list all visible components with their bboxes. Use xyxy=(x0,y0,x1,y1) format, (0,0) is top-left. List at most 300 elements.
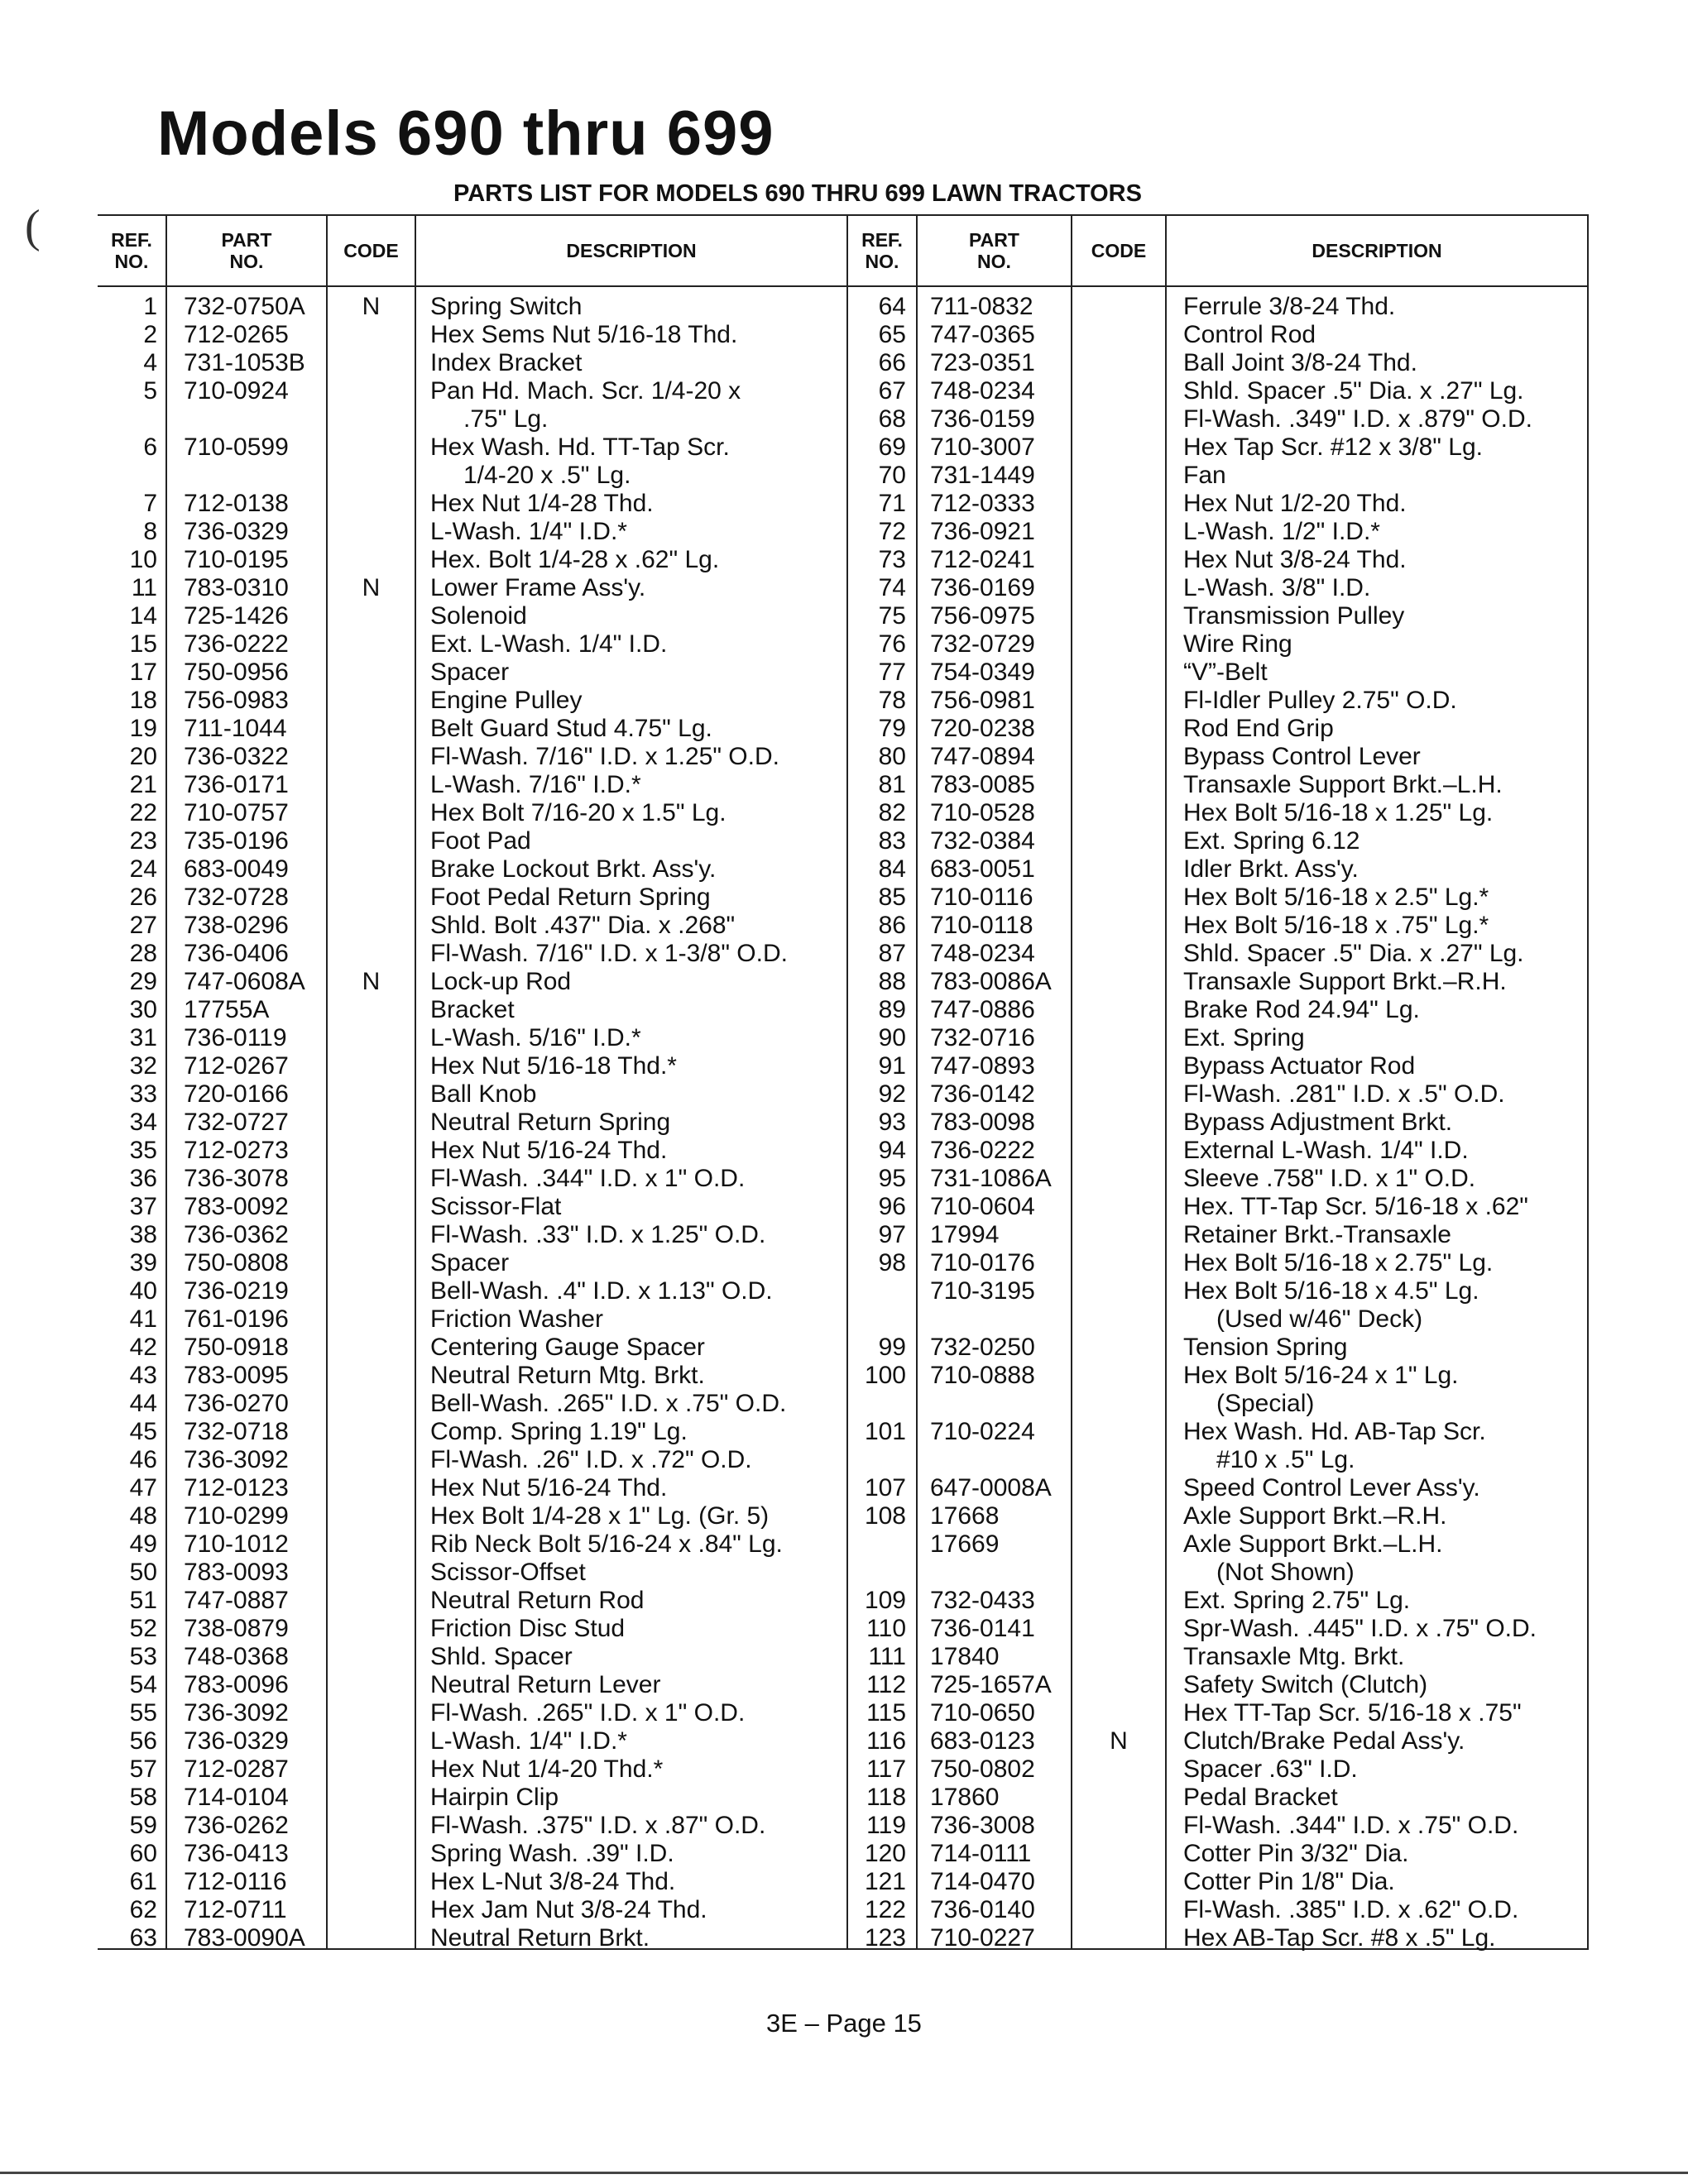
table-cell: 732-0729 xyxy=(930,630,1035,658)
table-cell: 756-0975 xyxy=(930,602,1035,630)
table-cell xyxy=(1072,1812,1165,1840)
table-cell: Bypass Actuator Rod xyxy=(1183,1052,1416,1080)
table-cell xyxy=(1072,518,1165,546)
table-cell xyxy=(1072,1446,1165,1474)
table-cell: 41 xyxy=(129,1305,157,1333)
table-cell xyxy=(328,1643,415,1671)
table-cell: 710-0888 xyxy=(930,1362,1035,1389)
table-cell: Spacer .63" I.D. xyxy=(1183,1755,1358,1783)
table-cell: 712-0287 xyxy=(184,1755,289,1783)
table-cell: Hex Nut 5/16-24 Thd. xyxy=(430,1137,668,1164)
table-cell xyxy=(98,405,157,433)
table-cell xyxy=(1072,574,1165,602)
table-cell: 77 xyxy=(878,659,906,686)
table-cell: 62 xyxy=(129,1896,157,1923)
table-cell: Solenoid xyxy=(430,602,527,630)
table-cell xyxy=(1072,630,1165,659)
table-cell: 736-0322 xyxy=(184,743,289,770)
table-cell xyxy=(1072,1643,1165,1671)
table-cell: N xyxy=(1110,1727,1128,1755)
table-cell: 50 xyxy=(129,1559,157,1586)
table-cell: 732-0750A xyxy=(184,293,305,320)
table-cell: 72 xyxy=(878,518,906,545)
table-cell: 2 xyxy=(143,321,157,348)
table-cell: 28 xyxy=(129,940,157,967)
table-cell xyxy=(328,884,415,912)
table-cell xyxy=(1072,1080,1165,1109)
table-cell: 712-0116 xyxy=(184,1868,287,1895)
table-cell: 712-0711 xyxy=(184,1896,287,1923)
table-cell: 20 xyxy=(129,743,157,770)
table-cell xyxy=(1072,1221,1165,1249)
table-cell: L-Wash. 1/4" I.D.* xyxy=(430,518,627,545)
table-cell: 736-0262 xyxy=(184,1812,289,1839)
table-cell: 750-0802 xyxy=(930,1755,1035,1783)
table-cell: Hex. TT-Tap Scr. 5/16-18 x .62" xyxy=(1183,1193,1528,1220)
table-cell xyxy=(328,771,415,799)
table-cell xyxy=(1072,1249,1165,1277)
table-cell xyxy=(930,1390,1071,1418)
table-cell: Transaxle Support Brkt.–L.H. xyxy=(1183,771,1503,798)
table-cell: 747-0894 xyxy=(930,743,1035,770)
table-cell: 121 xyxy=(864,1868,906,1895)
table-cell: 23 xyxy=(129,827,157,855)
table-cell xyxy=(1072,1840,1165,1868)
table-cell: 4 xyxy=(143,349,157,376)
table-cell xyxy=(328,546,415,574)
table-cell: 111 xyxy=(868,1643,906,1670)
table-cell: Comp. Spring 1.19" Lg. xyxy=(430,1418,688,1445)
table-cell: 736-3092 xyxy=(184,1446,289,1473)
table-cell: Sleeve .758" I.D. x 1" O.D. xyxy=(1183,1165,1476,1192)
table-cell: Control Rod xyxy=(1183,321,1316,348)
table-cell: Spring Wash. .39" I.D. xyxy=(430,1840,674,1867)
table-cell xyxy=(1072,1165,1165,1193)
table-cell: Wire Ring xyxy=(1183,630,1292,658)
table-cell xyxy=(328,1137,415,1165)
table-cell xyxy=(1072,1390,1165,1418)
table-cell: 11 xyxy=(131,574,157,601)
table-cell: Bracket xyxy=(430,996,515,1023)
table-cell: Hex Tap Scr. #12 x 3/8" Lg. xyxy=(1183,433,1483,461)
table-cell: Neutral Return Spring xyxy=(430,1109,671,1136)
table-cell: Transmission Pulley xyxy=(1183,602,1405,630)
table-cell: 783-0090A xyxy=(184,1924,305,1952)
table-cell: 736-3078 xyxy=(184,1165,289,1192)
table-cell: 65 xyxy=(878,321,906,348)
table-cell: 735-0196 xyxy=(184,827,289,855)
table-cell xyxy=(1072,715,1165,743)
table-cell xyxy=(328,405,415,433)
table-cell: Hex Nut 1/2-20 Thd. xyxy=(1183,490,1407,517)
table-cell: Bypass Control Lever xyxy=(1183,743,1421,770)
table-cell xyxy=(1072,996,1165,1024)
table-cell: Cotter Pin 1/8" Dia. xyxy=(1183,1868,1395,1895)
table-cell: 44 xyxy=(129,1390,157,1417)
table-cell: Tension Spring xyxy=(1183,1334,1348,1361)
table-cell: Spring Switch xyxy=(430,293,583,320)
table-cell xyxy=(1072,1896,1165,1924)
table-cell: Fl-Wash. .344" I.D. x .75" O.D. xyxy=(1183,1812,1519,1839)
table-cell xyxy=(1072,1277,1165,1305)
table-cell: 17860 xyxy=(930,1784,1000,1811)
table-cell: Hex Sems Nut 5/16-18 Thd. xyxy=(430,321,738,348)
table-cell: Lock-up Rod xyxy=(430,968,572,995)
table-cell: 40 xyxy=(129,1277,157,1305)
table-cell: 720-0166 xyxy=(184,1080,289,1108)
table-cell xyxy=(328,1840,415,1868)
table-cell: 747-0608A xyxy=(184,968,305,995)
table-cell: 108 xyxy=(864,1502,906,1530)
table-cell: Fl-Wash. .33" I.D. x 1.25" O.D. xyxy=(430,1221,766,1248)
table-cell: Pedal Bracket xyxy=(1183,1784,1338,1811)
table-cell: 731-1086A xyxy=(930,1165,1052,1192)
table-cell xyxy=(848,1305,906,1334)
table-cell: 710-0599 xyxy=(184,433,289,461)
table-cell: 710-0118 xyxy=(930,912,1033,939)
table-cell: 736-0921 xyxy=(930,518,1035,545)
table-cell xyxy=(1072,1559,1165,1587)
table-cell: 85 xyxy=(878,884,906,911)
table-cell xyxy=(1072,687,1165,715)
table-cell xyxy=(328,1052,415,1080)
table-cell: 712-0273 xyxy=(184,1137,289,1164)
table-cell: 64 xyxy=(878,293,906,320)
table-cell: Index Bracket xyxy=(430,349,583,376)
table-cell: 46 xyxy=(129,1446,157,1473)
table-cell: 92 xyxy=(878,1080,906,1108)
table-cell: 32 xyxy=(129,1052,157,1080)
table-cell xyxy=(328,799,415,827)
table-cell: Pan Hd. Mach. Scr. 1/4-20 x xyxy=(430,377,741,405)
table-cell: 118 xyxy=(866,1784,906,1811)
table-cell: Spacer xyxy=(430,659,510,686)
table-cell: Brake Rod 24.94" Lg. xyxy=(1183,996,1420,1023)
table-cell: 101 xyxy=(864,1418,906,1445)
table-cell: 712-0265 xyxy=(184,321,289,348)
table-cell: Hex Bolt 5/16-18 x 4.5" Lg. xyxy=(1183,1277,1479,1305)
table-cell: Brake Lockout Brkt. Ass'y. xyxy=(430,855,717,883)
table-cell xyxy=(1072,1587,1165,1615)
table-cell xyxy=(328,377,415,405)
table-cell: 712-0333 xyxy=(930,490,1035,517)
table-cell xyxy=(1072,1193,1165,1221)
table-cell: Ball Knob xyxy=(430,1080,537,1108)
bottom-rule xyxy=(0,2172,1688,2174)
table-cell: Fl-Wash. .265" I.D. x 1" O.D. xyxy=(430,1699,746,1727)
table-cell: 736-0219 xyxy=(184,1277,289,1305)
table-cell: 710-3007 xyxy=(930,433,1035,461)
table-cell: Fl-Wash. 7/16" I.D. x 1.25" O.D. xyxy=(430,743,779,770)
table-cell: 74 xyxy=(878,574,906,601)
table-cell: Hex Nut 5/16-18 Thd.* xyxy=(430,1052,677,1080)
table-cell: 732-0433 xyxy=(930,1587,1035,1614)
table-cell: Hex Nut 5/16-24 Thd. xyxy=(430,1474,668,1502)
table-cell: 710-0176 xyxy=(930,1249,1035,1276)
table-cell: N xyxy=(362,574,381,601)
table-cell: Cotter Pin 3/32" Dia. xyxy=(1183,1840,1409,1867)
table-cell: 712-0241 xyxy=(930,546,1035,573)
table-cell: Centering Gauge Spacer xyxy=(430,1334,705,1361)
table-cell xyxy=(1072,490,1165,518)
table-cell: 60 xyxy=(129,1840,157,1867)
table-cell xyxy=(328,1418,415,1446)
table-cell xyxy=(1072,1052,1165,1080)
table-cell xyxy=(1072,827,1165,855)
column-rule xyxy=(165,216,167,1948)
table-cell: 110 xyxy=(866,1615,906,1642)
table-cell xyxy=(328,1502,415,1530)
description-column-left xyxy=(430,293,844,1952)
table-cell: 17755A xyxy=(184,996,270,1023)
table-cell: 75 xyxy=(878,602,906,630)
table-cell: Lower Frame Ass'y. xyxy=(430,574,646,601)
table-cell: 710-0757 xyxy=(184,799,289,826)
table-cell: 750-0918 xyxy=(184,1334,289,1361)
table-cell: Fan xyxy=(1183,462,1226,489)
table-cell: 29 xyxy=(129,968,157,995)
table-cell: 70 xyxy=(878,462,906,489)
table-cell: 731-1053B xyxy=(184,349,305,376)
table-cell: 738-0879 xyxy=(184,1615,289,1642)
table-cell: 747-0886 xyxy=(930,996,1035,1023)
table-cell: Hex. Bolt 1/4-28 x .62" Lg. xyxy=(430,546,720,573)
table-cell: 66 xyxy=(878,349,906,376)
table-cell: 736-0171 xyxy=(184,771,289,798)
table-cell: 712-0138 xyxy=(184,490,289,517)
table-cell: Hairpin Clip xyxy=(430,1784,559,1811)
table-cell: 69 xyxy=(878,433,906,461)
table-cell: L-Wash. 7/16" I.D.* xyxy=(430,771,641,798)
table-cell: Shld. Spacer .5" Dia. x .27" Lg. xyxy=(1183,940,1524,967)
table-cell: 35 xyxy=(129,1137,157,1164)
table-cell: 714-0111 xyxy=(930,1840,1032,1867)
table-cell: Fl-Wash. .349" I.D. x .879" O.D. xyxy=(1183,405,1532,433)
table-cell: 6 xyxy=(143,433,157,461)
table-cell xyxy=(1072,433,1165,462)
table-cell: 55 xyxy=(129,1699,157,1727)
table-cell xyxy=(328,1784,415,1812)
table-cell xyxy=(1072,349,1165,377)
table-cell: 109 xyxy=(864,1587,906,1614)
table-cell: (Not Shown) xyxy=(1216,1559,1355,1586)
table-cell: 736-0142 xyxy=(930,1080,1035,1108)
table-cell xyxy=(848,1559,906,1587)
table-cell: 61 xyxy=(129,1868,157,1895)
table-cell: 8 xyxy=(143,518,157,545)
table-cell: Rib Neck Bolt 5/16-24 x .84" Lg. xyxy=(430,1530,783,1558)
ref-no-column-left xyxy=(98,293,157,1952)
table-cell: 736-0329 xyxy=(184,518,289,545)
table-cell: 107 xyxy=(864,1474,906,1502)
table-cell: 732-0384 xyxy=(930,827,1035,855)
table-cell: 17840 xyxy=(930,1643,1000,1670)
table-cell: 683-0049 xyxy=(184,855,289,883)
table-cell: 783-0098 xyxy=(930,1109,1035,1136)
table-cell: 683-0051 xyxy=(930,855,1035,883)
table-cell xyxy=(328,433,415,462)
table-cell: 82 xyxy=(878,799,906,826)
table-cell: 73 xyxy=(878,546,906,573)
table-cell xyxy=(328,1305,415,1334)
table-cell: 22 xyxy=(129,799,157,826)
table-cell xyxy=(328,1699,415,1727)
table-cell xyxy=(328,912,415,940)
table-cell: 119 xyxy=(866,1812,906,1839)
header-description-left: DESCRIPTION xyxy=(566,240,697,261)
table-cell: 783-0092 xyxy=(184,1193,289,1220)
page-subtitle: PARTS LIST FOR MODELS 690 THRU 699 LAWN TRACTORS xyxy=(453,180,1142,207)
table-cell xyxy=(328,1334,415,1362)
table-cell: 54 xyxy=(129,1671,157,1698)
table-cell: 45 xyxy=(129,1418,157,1445)
table-cell: 710-0650 xyxy=(930,1699,1035,1727)
table-cell: 783-0085 xyxy=(930,771,1035,798)
table-cell: 725-1657A xyxy=(930,1671,1052,1698)
table-cell: 84 xyxy=(878,855,906,883)
table-cell xyxy=(1072,659,1165,687)
table-cell: 736-0222 xyxy=(184,630,289,658)
table-cell xyxy=(930,1446,1071,1474)
table-cell: 783-0096 xyxy=(184,1671,289,1698)
table-cell: 710-0299 xyxy=(184,1502,289,1530)
code-column-right xyxy=(1072,293,1165,1952)
header-code-right: CODE xyxy=(1091,240,1147,261)
table-cell: 115 xyxy=(866,1699,906,1727)
table-cell: 38 xyxy=(129,1221,157,1248)
table-cell: 710-1012 xyxy=(184,1530,289,1558)
table-cell: 59 xyxy=(129,1812,157,1839)
column-rule xyxy=(415,216,416,1948)
table-cell: 723-0351 xyxy=(930,349,1035,376)
table-cell: Neutral Return Mtg. Brkt. xyxy=(430,1362,705,1389)
table-cell: Ext. Spring xyxy=(1183,1024,1305,1051)
table-cell: 89 xyxy=(878,996,906,1023)
table-cell xyxy=(328,349,415,377)
table-cell: 53 xyxy=(129,1643,157,1670)
table-cell: Scissor-Flat xyxy=(430,1193,562,1220)
table-cell xyxy=(328,1530,415,1559)
table-cell: 783-0095 xyxy=(184,1362,289,1389)
table-cell: 112 xyxy=(866,1671,906,1698)
table-cell: “V”-Belt xyxy=(1183,659,1268,686)
table-cell xyxy=(1072,799,1165,827)
table-cell: 27 xyxy=(129,912,157,939)
table-cell: Spr-Wash. .445" I.D. x .75" O.D. xyxy=(1183,1615,1537,1642)
table-cell xyxy=(328,1896,415,1924)
table-cell: 756-0983 xyxy=(184,687,289,714)
table-cell: Hex Wash. Hd. AB-Tap Scr. xyxy=(1183,1418,1486,1445)
table-cell: 736-3008 xyxy=(930,1812,1035,1839)
table-cell xyxy=(1072,968,1165,996)
table-cell: 17669 xyxy=(930,1530,1000,1558)
table-cell xyxy=(184,462,326,490)
table-cell: Hex L-Nut 3/8-24 Thd. xyxy=(430,1868,676,1895)
table-cell: 647-0008A xyxy=(930,1474,1052,1502)
table-cell: Shld. Spacer xyxy=(430,1643,573,1670)
table-cell: 736-0141 xyxy=(930,1615,1035,1642)
table-cell: Ferrule 3/8-24 Thd. xyxy=(1183,293,1396,320)
table-cell xyxy=(1072,912,1165,940)
table-cell: 736-3092 xyxy=(184,1699,289,1727)
table-cell: Friction Disc Stud xyxy=(430,1615,626,1642)
table-cell xyxy=(1072,1305,1165,1334)
table-cell: 747-0365 xyxy=(930,321,1035,348)
table-cell xyxy=(328,940,415,968)
table-cell xyxy=(1072,377,1165,405)
table-cell: Rod End Grip xyxy=(1183,715,1334,742)
code-column-left xyxy=(328,293,415,1952)
table-cell: (Used w/46" Deck) xyxy=(1216,1305,1423,1333)
table-cell: 736-0362 xyxy=(184,1221,289,1248)
table-cell: 78 xyxy=(878,687,906,714)
table-cell: 754-0349 xyxy=(930,659,1035,686)
table-cell: 98 xyxy=(878,1249,906,1276)
table-cell xyxy=(1072,1418,1165,1446)
table-cell: Fl-Wash. .344" I.D. x 1" O.D. xyxy=(430,1165,746,1192)
table-cell: 97 xyxy=(878,1221,906,1248)
table-cell: Neutral Return Rod xyxy=(430,1587,645,1614)
table-cell xyxy=(328,1671,415,1699)
table-cell: 81 xyxy=(878,771,906,798)
table-cell: L-Wash. 5/16" I.D.* xyxy=(430,1024,641,1051)
table-cell: 33 xyxy=(129,1080,157,1108)
table-cell: 710-0116 xyxy=(930,884,1033,911)
table-cell: Idler Brkt. Ass'y. xyxy=(1183,855,1359,883)
table-cell xyxy=(328,1362,415,1390)
table-cell: Speed Control Lever Ass'y. xyxy=(1183,1474,1480,1502)
table-cell: 710-0528 xyxy=(930,799,1035,826)
table-cell: 748-0368 xyxy=(184,1643,289,1670)
table-cell: Fl-Wash. .375" I.D. x .87" O.D. xyxy=(430,1812,766,1839)
table-cell xyxy=(930,1305,1071,1334)
table-cell xyxy=(328,1812,415,1840)
table-cell xyxy=(1072,293,1165,321)
table-cell: Belt Guard Stud 4.75" Lg. xyxy=(430,715,712,742)
table-cell: 51 xyxy=(129,1587,157,1614)
table-cell xyxy=(328,659,415,687)
table-cell xyxy=(328,1109,415,1137)
table-cell: 57 xyxy=(129,1755,157,1783)
table-cell: 732-0718 xyxy=(184,1418,289,1445)
table-cell xyxy=(328,518,415,546)
table-cell xyxy=(1072,405,1165,433)
table-cell xyxy=(328,1868,415,1896)
table-cell: 732-0728 xyxy=(184,884,289,911)
table-cell: 96 xyxy=(878,1193,906,1220)
table-cell: 48 xyxy=(129,1502,157,1530)
table-cell: 1/4-20 x .5" Lg. xyxy=(463,462,631,489)
table-cell: Bypass Adjustment Brkt. xyxy=(1183,1109,1453,1136)
table-cell: 122 xyxy=(864,1896,906,1923)
table-cell: Hex Nut 3/8-24 Thd. xyxy=(1183,546,1407,573)
table-cell: Hex Bolt 5/16-18 x .75" Lg.* xyxy=(1183,912,1489,939)
ref-no-column-right xyxy=(848,293,906,1952)
table-cell: 714-0104 xyxy=(184,1784,289,1811)
table-cell: 725-1426 xyxy=(184,602,289,630)
table-cell: 712-0123 xyxy=(184,1474,289,1502)
table-cell xyxy=(328,630,415,659)
table-cell xyxy=(328,1221,415,1249)
table-cell: Hex Wash. Hd. TT-Tap Scr. xyxy=(430,433,730,461)
table-cell: 712-0267 xyxy=(184,1052,289,1080)
column-rule xyxy=(1165,216,1167,1948)
table-cell: 76 xyxy=(878,630,906,658)
table-cell: 17 xyxy=(129,659,157,686)
table-cell xyxy=(848,1446,906,1474)
table-cell xyxy=(848,1390,906,1418)
parts-table xyxy=(98,214,1589,1950)
